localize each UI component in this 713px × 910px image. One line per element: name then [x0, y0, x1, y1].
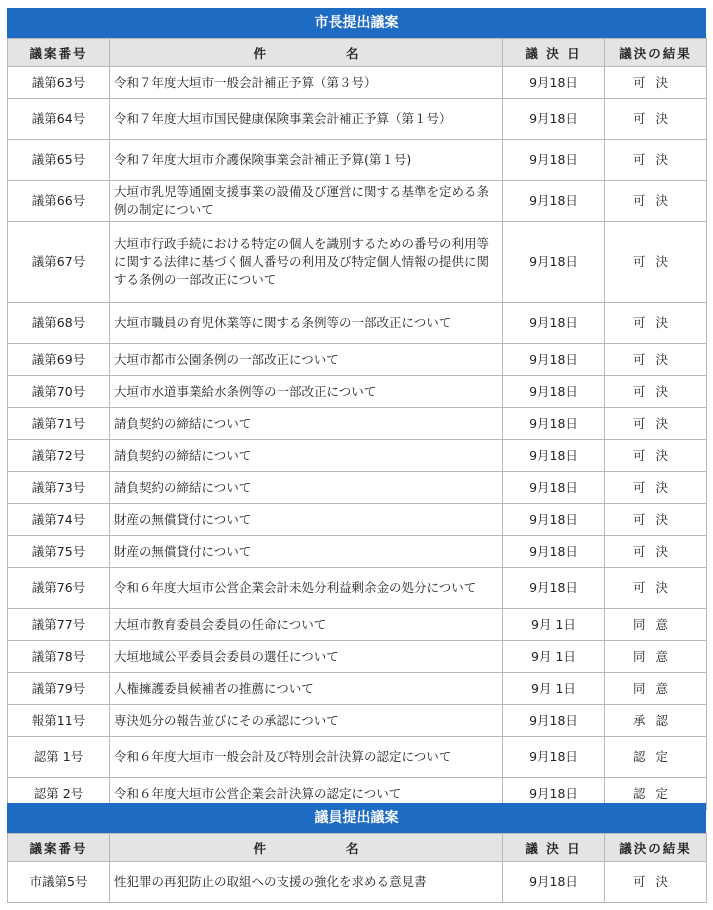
table-row: [8, 673, 707, 705]
table-row: [8, 408, 707, 440]
header-name-part2: 名: [346, 840, 359, 856]
resolution-date: 9月18日: [503, 408, 605, 440]
section-title: 議員提出議案: [7, 803, 706, 833]
proposal-number: 議第65号: [8, 140, 110, 181]
resolution-date: 9月 1日: [503, 673, 605, 705]
header-date: 議 決 日: [503, 834, 605, 862]
resolution-date: 9月18日: [503, 737, 605, 778]
table-row: [8, 737, 707, 778]
resolution-result: 可決: [605, 536, 707, 568]
resolution-result: 可決: [605, 568, 707, 609]
resolution-result: 可決: [605, 181, 707, 222]
proposal-number: 議第73号: [8, 472, 110, 504]
table-row: [8, 472, 707, 504]
table-row: [8, 536, 707, 568]
member-proposals-section: [7, 803, 706, 903]
resolution-result: 認定: [605, 737, 707, 778]
resolution-date: 9月18日: [503, 504, 605, 536]
header-name: [110, 834, 503, 862]
resolution-result: 可決: [605, 504, 707, 536]
proposal-name: 請負契約の締結について: [110, 440, 503, 472]
member-proposals-body: [8, 862, 707, 903]
mayor-proposals-section: [7, 8, 706, 810]
proposal-number: 報第11号: [8, 705, 110, 737]
proposal-name: 性犯罪の再犯防止の取組への支援の強化を求める意見書: [110, 862, 503, 903]
table-header-row: [8, 39, 707, 67]
proposal-number: 認第 1号: [8, 737, 110, 778]
resolution-date: 9月18日: [503, 140, 605, 181]
resolution-result: 可決: [605, 67, 707, 99]
proposal-name: 請負契約の締結について: [110, 472, 503, 504]
proposal-name: 大垣市水道事業給水条例等の一部改正について: [110, 376, 503, 408]
table-row: [8, 181, 707, 222]
resolution-date: 9月18日: [503, 705, 605, 737]
resolution-date: 9月18日: [503, 568, 605, 609]
header-number: 議案番号: [8, 834, 110, 862]
member-proposals-table: [7, 833, 707, 903]
section-title: 市長提出議案: [7, 8, 706, 38]
proposal-name: 請負契約の締結について: [110, 408, 503, 440]
proposal-name: 専決処分の報告並びにその承認について: [110, 705, 503, 737]
proposal-number: 議第78号: [8, 641, 110, 673]
resolution-result: 承認: [605, 705, 707, 737]
resolution-result: 可決: [605, 303, 707, 344]
proposal-name: 令和７年度大垣市介護保険事業会計補正予算(第１号): [110, 140, 503, 181]
header-number: 議案番号: [8, 39, 110, 67]
proposal-name: 大垣地域公平委員会委員の選任について: [110, 641, 503, 673]
table-row: [8, 303, 707, 344]
table-header-row: [8, 834, 707, 862]
proposal-number: 議第79号: [8, 673, 110, 705]
resolution-result: 可決: [605, 344, 707, 376]
resolution-date: 9月18日: [503, 536, 605, 568]
resolution-result: 可決: [605, 408, 707, 440]
proposal-name: 令和６年度大垣市公営企業会計未処分利益剰余金の処分について: [110, 568, 503, 609]
resolution-result: 可決: [605, 222, 707, 303]
resolution-date: 9月18日: [503, 344, 605, 376]
resolution-result: 可決: [605, 472, 707, 504]
resolution-result: 可決: [605, 140, 707, 181]
proposal-name: 大垣市職員の育児休業等に関する条例等の一部改正について: [110, 303, 503, 344]
proposal-name: 令和６年度大垣市一般会計及び特別会計決算の認定について: [110, 737, 503, 778]
resolution-result: 同意: [605, 673, 707, 705]
table-row: [8, 222, 707, 303]
proposal-number: 議第69号: [8, 344, 110, 376]
resolution-date: 9月18日: [503, 181, 605, 222]
header-name-part1: 件: [253, 45, 266, 61]
resolution-date: 9月18日: [503, 67, 605, 99]
table-row: [8, 376, 707, 408]
header-result: 議決の結果: [605, 834, 707, 862]
resolution-result: 可決: [605, 376, 707, 408]
proposal-name: 大垣市教育委員会委員の任命について: [110, 609, 503, 641]
table-row: [8, 862, 707, 903]
proposal-number: 議第74号: [8, 504, 110, 536]
table-row: [8, 67, 707, 99]
proposal-number: 議第67号: [8, 222, 110, 303]
proposal-number: 議第72号: [8, 440, 110, 472]
table-row: [8, 99, 707, 140]
proposal-number: 議第68号: [8, 303, 110, 344]
proposal-number: 議第70号: [8, 376, 110, 408]
proposal-number: 議第66号: [8, 181, 110, 222]
table-row: [8, 609, 707, 641]
mayor-proposals-body: [8, 67, 707, 810]
proposal-number: 議第77号: [8, 609, 110, 641]
resolution-result: 同意: [605, 641, 707, 673]
header-name-part2: 名: [346, 45, 359, 61]
resolution-result: 同意: [605, 609, 707, 641]
proposal-name: 大垣市乳児等通園支援事業の設備及び運営に関する基準を定める条例の制定について: [110, 181, 503, 222]
proposal-name: 令和７年度大垣市一般会計補正予算（第３号）: [110, 67, 503, 99]
resolution-date: 9月18日: [503, 472, 605, 504]
proposal-name: 令和６年度大垣市公営企業会計決算の認定について: [110, 778, 503, 810]
resolution-date: 9月18日: [503, 99, 605, 140]
header-result: 議決の結果: [605, 39, 707, 67]
proposal-name: 大垣市行政手続における特定の個人を識別するための番号の利用等に関する法律に基づく個人番号の利用及び特定個人情報の提供に関する条例の一部改正について: [110, 222, 503, 303]
header-date: 議 決 日: [503, 39, 605, 67]
resolution-date: 9月18日: [503, 303, 605, 344]
proposal-name: 大垣市都市公園条例の一部改正について: [110, 344, 503, 376]
header-name-part1: 件: [253, 840, 266, 856]
proposal-number: 市議第5号: [8, 862, 110, 903]
proposal-number: 議第71号: [8, 408, 110, 440]
proposal-number: 議第64号: [8, 99, 110, 140]
resolution-date: 9月 1日: [503, 609, 605, 641]
resolution-result: 可決: [605, 862, 707, 903]
resolution-result: 可決: [605, 440, 707, 472]
resolution-date: 9月18日: [503, 440, 605, 472]
resolution-date: 9月18日: [503, 222, 605, 303]
resolution-date: 9月18日: [503, 862, 605, 903]
proposal-name: 令和７年度大垣市国民健康保険事業会計補正予算（第１号）: [110, 99, 503, 140]
table-row: [8, 504, 707, 536]
resolution-date: 9月18日: [503, 778, 605, 810]
proposal-number: 議第76号: [8, 568, 110, 609]
proposal-number: 議第75号: [8, 536, 110, 568]
table-row: [8, 568, 707, 609]
resolution-date: 9月 1日: [503, 641, 605, 673]
proposal-number: 議第63号: [8, 67, 110, 99]
proposal-name: 財産の無償貸付について: [110, 504, 503, 536]
table-row: [8, 344, 707, 376]
mayor-proposals-table: [7, 38, 707, 810]
header-name: [110, 39, 503, 67]
table-row: [8, 705, 707, 737]
table-row: [8, 140, 707, 181]
resolution-result: 認定: [605, 778, 707, 810]
proposal-number: 認第 2号: [8, 778, 110, 810]
proposal-name: 財産の無償貸付について: [110, 536, 503, 568]
proposal-name: 人権擁護委員候補者の推薦について: [110, 673, 503, 705]
table-row: [8, 440, 707, 472]
resolution-date: 9月18日: [503, 376, 605, 408]
table-row: [8, 641, 707, 673]
resolution-result: 可決: [605, 99, 707, 140]
